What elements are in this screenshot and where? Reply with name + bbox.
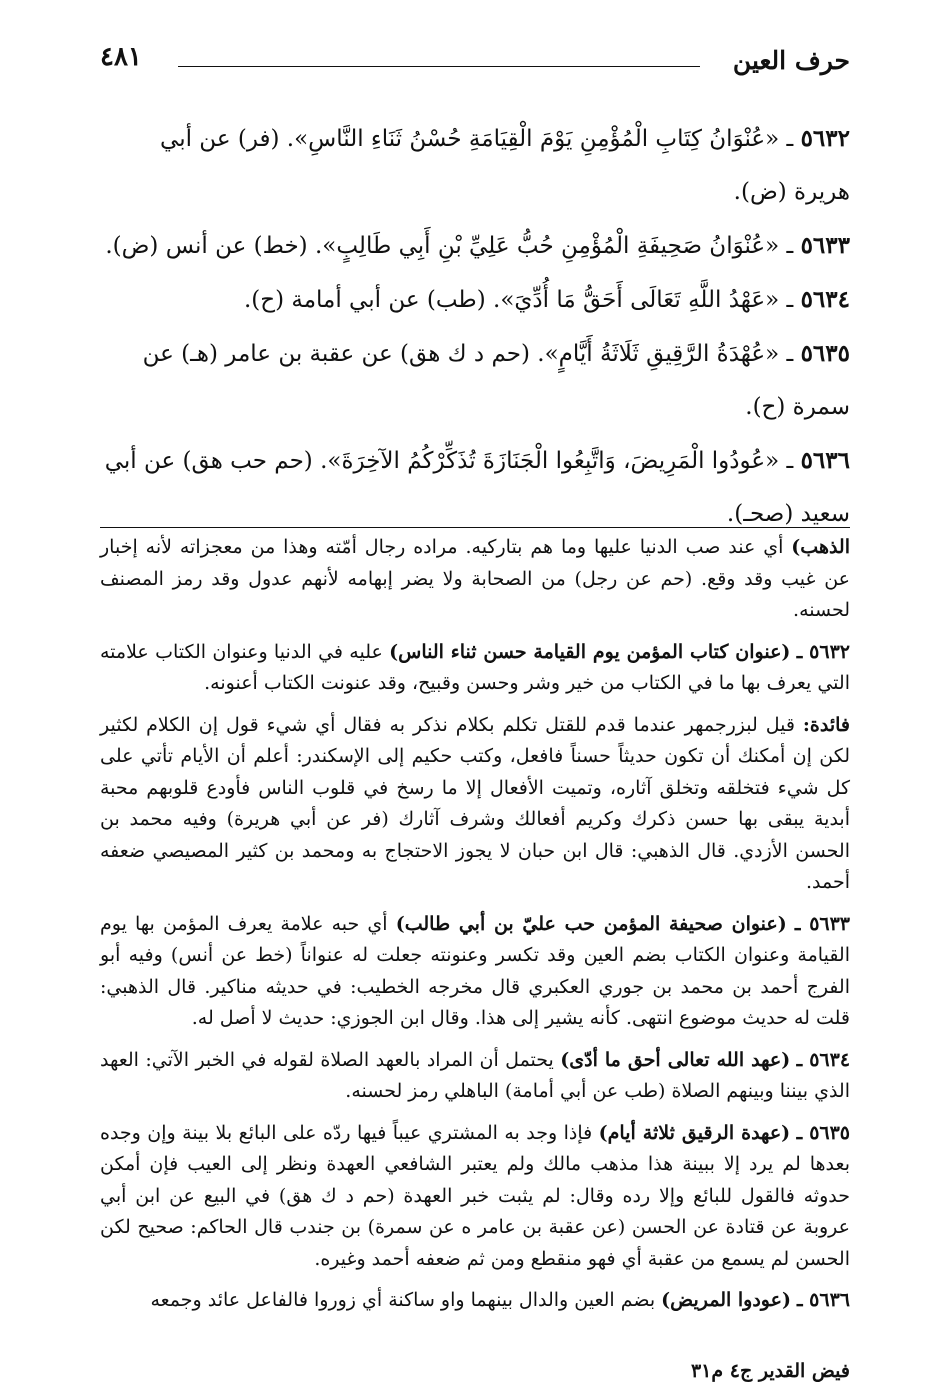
commentary-text: أي عند صب الدنيا عليها وما هم بتاركيه. مراده رجال أمّته وهذا من معجزاته لأنه إخبار عن غيب وقد وقع. (حم عن رجل) من الصحابة ولا يضر إبهامه لأنهم عدول وقد رمز المصنف لحسنه. bbox=[100, 536, 850, 621]
commentary-text: يحتمل أن المراد بالعهد الصلاة لقوله في الخبر الآتي: العهد الذي بيننا وبينهم الصلاة (طب عن أبي أمامة) الباهلي رمز لحسنه. bbox=[100, 1048, 850, 1102]
commentary-5633 bbox=[100, 909, 850, 1035]
hadith-5634: ٥٦٣٤ ـ «عَهْدُ اللَّهِ تَعَالَى أَحَقُّ مَا أُدِّيَ». (طب) عن أبي أمامة (ح). bbox=[243, 286, 850, 313]
commentary-number: ٥٦٣٦ ـ bbox=[796, 1289, 850, 1311]
hadith-5632: ٥٦٣٢ ـ «عُنْوَانُ كِتَابِ الْمُؤْمِنِ يَوْمَ الْقِيَامَةِ حُسْنُ ثَنَاءِ النَّاسِ». (فر) عن أبي هريرة (ض). bbox=[160, 125, 850, 205]
hadith-text: «عَهْدُ اللَّهِ تَعَالَى أَحَقُّ مَا أُدِّيَ». (طب) عن أبي أمامة (ح). bbox=[243, 287, 780, 313]
hadith-number: ٥٦٣٤ bbox=[800, 286, 850, 313]
hadith-number: ٥٦٣٣ bbox=[800, 232, 850, 259]
commentary-lead: (عهدة الرقيق ثلاثة أيام) bbox=[598, 1121, 791, 1144]
commentary-intro bbox=[100, 532, 850, 627]
commentary-text: فإذا وجد به المشتري عيباً فيها ردّه على البائع بلا بينة وإن وجده بعدها لم يرد إلا ببينة هذا مذهب مالك ولم يعتبر الشافعي العهدة ونظر إلى العيب فإن أمكن حدوثه فالقول للبائع وإلا رده وقال: لم يثبت خبر العهدة (حم د ك هق) في البيع عن ابن أبي عروبة عن قتادة عن الحسن (عن عقبة بن عامر ه عن سمرة) بن جندب قال الحاكم: صحيح لكن الحسن لم يسمع من عقبة أي فهو منقطع ومن ثم ضعفه أحمد وغيره. bbox=[100, 1121, 850, 1270]
commentary-5636 bbox=[100, 1285, 850, 1317]
page-header bbox=[100, 40, 850, 80]
commentary-text: عليه في الدنيا وعنوان الكتاب علامته التي يعرف بها ما في الكتاب من خير وشر وحسن وقبيح، وقد عنونت الكتاب أعنونه. bbox=[100, 640, 850, 694]
page-number: ٤٨١ bbox=[100, 42, 142, 72]
commentary-lead: (عهد الله تعالى أحق ما أدّى) bbox=[560, 1048, 791, 1071]
commentary-text: بضم العين والدال بينهما واو ساكنة أي زوروا فالفاعل عائد وجمعه bbox=[150, 1289, 656, 1311]
commentary-5634 bbox=[100, 1045, 850, 1108]
hadith-text: «عُنْوَانُ صَحِيفَةِ الْمُؤْمِنِ حُبُّ عَلِيِّ بْنِ أَبِي طَالِبٍ». (خط) عن أنس (ض). bbox=[105, 233, 780, 259]
section-divider bbox=[100, 527, 850, 528]
commentary-faida bbox=[100, 710, 850, 899]
footer-signature: فيض القدير ج٤ م٣١ bbox=[690, 1360, 850, 1382]
book-page bbox=[100, 40, 851, 1382]
commentary-lead: فائدة: bbox=[802, 713, 850, 736]
commentary-number: ٥٦٣٤ ـ bbox=[796, 1048, 851, 1071]
commentary-text: أي حبه علامة يعرف المؤمن بها يوم القيامة وعنوان الكتاب بضم العين وقد تكسر وعنونته جعلت له عنواناً (خط عن أنس) وفيه أبو الفرج أحمد بن محمد بن جوري العكبري قال مخرجه الخطيب: في حديثه مناكير. قال الذهبي: قلت له حديث موضوع انتهى. كأنه يشير إلى هذا. وقال ابن الجوزي: حديث لا أصل له. bbox=[100, 912, 850, 1029]
hadith-text: «عُودُوا الْمَرِيضَ، وَاتَّبِعُوا الْجَنَازَةَ تُذَكِّرْكُمُ الآخِرَةَ». (حم حب هق) عن أبي bbox=[104, 448, 780, 474]
hadith-5636: ٥٦٣٦ ـ «عُودُوا الْمَرِيضَ، وَاتَّبِعُوا الْجَنَازَةَ تُذَكِّرْكُمُ الآخِرَةَ». (حم حب هق) عن أبي سعيد (صحـ). bbox=[104, 447, 850, 527]
commentary-number: ٥٦٣٢ ـ bbox=[796, 640, 850, 663]
commentary-lead: (عودوا المريض) bbox=[661, 1289, 791, 1311]
hadith-number: ٥٦٣٥ bbox=[800, 340, 850, 367]
hadith-5635: ٥٦٣٥ ـ «عُهْدَةُ الرَّقِيقِ ثَلَاثَةُ أَيَّامٍ». (حم د ك هق) عن عقبة بن عامر (هـ) عن سمرة (ح). bbox=[142, 340, 850, 420]
commentary-lead: (عنوان كتاب المؤمن يوم القيامة حسن ثناء الناس) bbox=[389, 640, 791, 663]
commentary bbox=[100, 532, 850, 1327]
commentary-number: ٥٦٣٥ ـ bbox=[796, 1121, 851, 1144]
commentary-number: ٥٦٣٣ ـ bbox=[794, 912, 851, 935]
hadith-list bbox=[100, 112, 850, 541]
hadith-text-cont: سمرة (ح). bbox=[745, 394, 850, 420]
hadith-number: ٥٦٣٦ bbox=[800, 447, 850, 474]
hadith-number: ٥٦٣٢ bbox=[800, 125, 850, 152]
header-rule bbox=[178, 66, 700, 67]
chapter-title: حرف العين bbox=[732, 46, 850, 75]
commentary-lead: الذهب) bbox=[791, 536, 851, 558]
commentary-lead: (عنوان صحيفة المؤمن حب عليّ بن أبي طالب) bbox=[395, 912, 787, 935]
commentary-5635 bbox=[100, 1118, 850, 1276]
hadith-text: «عُهْدَةُ الرَّقِيقِ ثَلَاثَةُ أَيَّامٍ». (حم د ك هق) عن عقبة بن عامر (هـ) عن bbox=[142, 341, 780, 367]
commentary-text: قيل لبزرجمهر عندما قدم للقتل تكلم بكلام نذكر به فقال أي شيء قول إن الكلام لكثير لكن إن أمكنك أن تكون حديثاً حسناً فافعل، وكتب حكيم إلى الإسكندر: أعلم أن الأيام تأتي على كل شيء فتخلقه وتخلق آثاره، وتميت الأفعال إلا ما رسخ في قلوب الناس فأودع قلوبهم محبة أبدية يبقى بها حسن ذكرك وكريم أفعالك وشرف آثارك (فر عن أبي هريرة) وفيه محمد بن الحسن الأزدي. قال الذهبي: قال ابن حبان لا يجوز الاحتجاج به ومحمد بن كثير المصيصي ضعفه أحمد. bbox=[100, 713, 850, 893]
hadith-text-cont: سعيد (صحـ). bbox=[726, 501, 850, 527]
commentary-5632 bbox=[100, 637, 850, 700]
hadith-5633: ٥٦٣٣ ـ «عُنْوَانُ صَحِيفَةِ الْمُؤْمِنِ حُبُّ عَلِيِّ بْنِ أَبِي طَالِبٍ». (خط) عن أنس (ض). bbox=[105, 232, 850, 259]
hadith-text: «عُنْوَانُ كِتَابِ الْمُؤْمِنِ يَوْمَ الْقِيَامَةِ حُسْنُ ثَنَاءِ النَّاسِ». (فر) عن أبي bbox=[160, 126, 780, 152]
hadith-text-cont: هريرة (ض). bbox=[733, 179, 850, 205]
